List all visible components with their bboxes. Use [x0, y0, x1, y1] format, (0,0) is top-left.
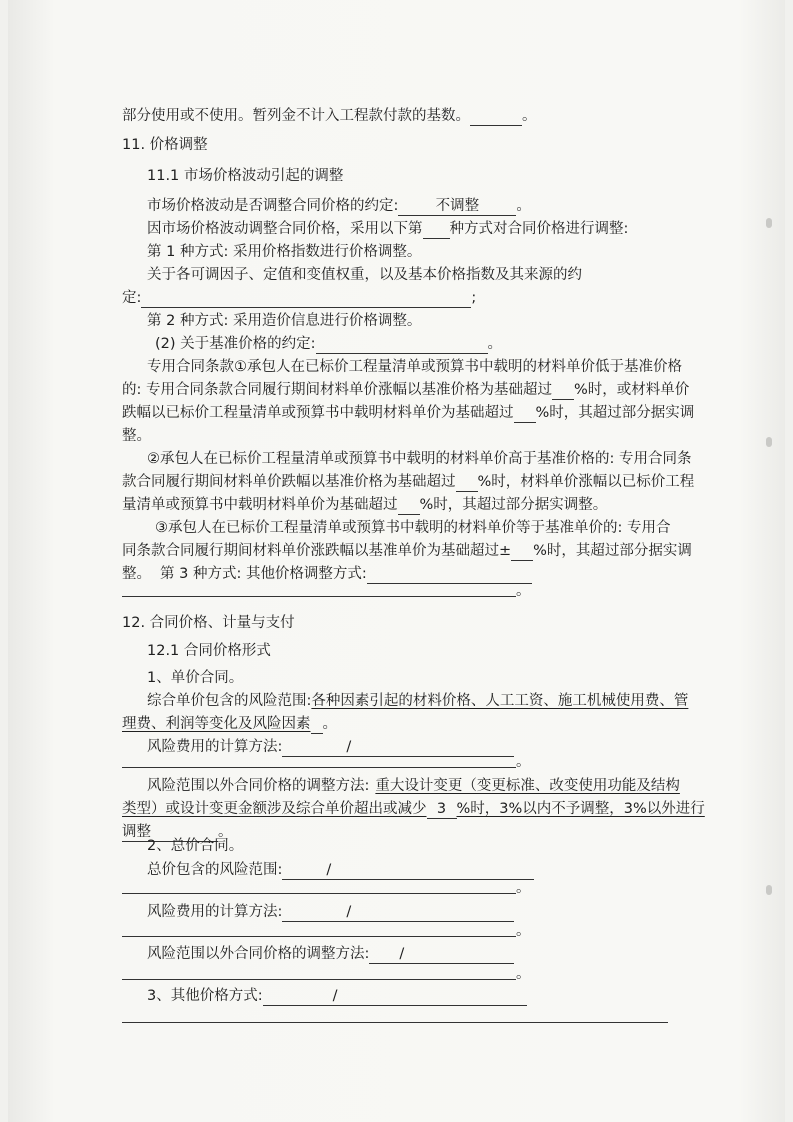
method-number-field	[423, 220, 450, 239]
clause-2-line: 款合同履行期间材料单价跌幅以基准价格为基础超过 %时，材料单价涨幅以已标价工程	[122, 474, 695, 490]
total-outside-line: 风险范围以外合同价格的调整方法: /	[147, 944, 514, 964]
sentence-end: 。	[516, 923, 531, 939]
section-11-heading: 11. 价格调整	[122, 137, 208, 153]
total-price-title: 2、总价合同。	[147, 838, 244, 854]
blank-line	[122, 1022, 668, 1023]
sentence-end: 。	[516, 966, 531, 982]
clause-1-line: 专用合同条款①承包人在已标价工程量清单或预算书中载明的材料单价低于基准价格	[147, 359, 682, 375]
blank-field: /	[282, 903, 514, 922]
blank-line	[122, 936, 516, 937]
blank-field: /	[369, 945, 514, 964]
adjust-answer-field: 不调整	[398, 197, 516, 216]
base-price-field	[316, 335, 488, 354]
subsection-12-1-heading: 12.1 合同价格形式	[147, 643, 271, 659]
clause-3-line: 同条款合同履行期间材料单价涨跌幅以基准单价为基础超过± %时，其超过部分据实调	[122, 543, 692, 559]
method-1-detail-line: 关于各可调因子、定值和变值权重，以及基本价格指数及其来源的约	[147, 267, 582, 283]
sentence-end: 。	[516, 583, 531, 599]
percent-field	[511, 542, 533, 561]
blank-field: /	[282, 738, 514, 757]
total-calc-line: 风险费用的计算方法: /	[147, 902, 514, 922]
method-1-detail-field: 定: ;	[122, 290, 477, 306]
continuation-line: 部分使用或不使用。暂列金不计入工程款付款的基数。 。	[122, 108, 537, 124]
method-2-line: 第 2 种方式: 采用造价信息进行价格调整。	[147, 313, 422, 329]
unit-outside-line: 风险范围以外合同价格的调整方法: 重大设计变更（变更标准、改变使用功能及结构	[147, 778, 680, 794]
blank-line	[122, 979, 516, 980]
sentence-end: 。	[516, 880, 531, 896]
percent-field	[552, 381, 574, 400]
blank-line	[122, 596, 516, 597]
unit-risk-calc-line: 风险费用的计算方法: /	[147, 737, 514, 757]
other-price-line: 3、其他价格方式: /	[147, 986, 527, 1006]
method-selection-line: 因市场价格波动调整合同价格，采用以下第 种方式对合同价格进行调整:	[147, 221, 629, 237]
clause-3-line: 整。	[122, 566, 151, 582]
unit-price-title: 1、单价合同。	[147, 670, 244, 686]
percent-field	[514, 404, 536, 423]
adjust-clause: 市场价格波动是否调整合同价格的约定: 不调整 。	[147, 198, 531, 214]
sentence-end: 。	[516, 754, 531, 770]
percent-field	[398, 496, 420, 515]
clause-3-line: ③承包人在已标价工程量清单或预算书中载明的材料单价等于基准单价的: 专用合	[155, 520, 671, 536]
base-price-line: (2) 关于基准价格的约定: 。	[155, 336, 503, 352]
blank-line	[122, 893, 516, 894]
unit-risk-scope-line: 理费、利润等变化及风险因素 。	[122, 716, 337, 732]
binding-hole	[766, 885, 772, 895]
subsection-11-1-heading: 11.1 市场价格波动引起的调整	[147, 168, 344, 184]
blank-field: /	[263, 987, 527, 1006]
method-3-line: 第 3 种方式: 其他价格调整方式:	[160, 564, 532, 584]
binding-hole	[766, 218, 772, 228]
clause-1-line: 的: 专用合同条款合同履行期间材料单价涨幅以基准价格为基础超过 %时，或材料单价	[122, 382, 690, 398]
unit-outside-line: 调整 。	[122, 824, 233, 840]
blank-line	[122, 767, 516, 768]
clause-1-line: 跌幅以已标价工程量清单或预算书中载明材料单价为基础超过 %时，其超过部分据实调	[122, 405, 695, 421]
total-scope-line: 总价包含的风险范围: /	[147, 860, 534, 880]
percent-field	[456, 473, 478, 492]
clause-2-line: 量清单或预算书中载明材料单价为基础超过 %时，其超过部分据实调整。	[122, 497, 608, 513]
clause-1-line: 整。	[122, 428, 151, 444]
blank-field: /	[282, 861, 534, 880]
unit-outside-line: 类型）或设计变更金额涉及综合单价超出或减少 3 %时，3%以内不予调整，3%以外进行	[122, 801, 705, 817]
blank-field	[141, 289, 471, 308]
unit-risk-scope-line: 综合单价包含的风险范围:各种因素引起的材料价格、人工工资、施工机械使用费、管	[147, 693, 689, 709]
blank-field	[367, 565, 532, 584]
method-1-line: 第 1 种方式: 采用价格指数进行价格调整。	[147, 244, 422, 260]
binding-hole	[766, 437, 772, 447]
percent-field: 3	[427, 800, 457, 819]
blank-field	[470, 107, 522, 126]
clause-2-line: ②承包人在已标价工程量清单或预算书中载明的材料单价高于基准价格的: 专用合同条	[147, 451, 692, 467]
section-12-heading: 12. 合同价格、计量与支付	[122, 615, 295, 631]
